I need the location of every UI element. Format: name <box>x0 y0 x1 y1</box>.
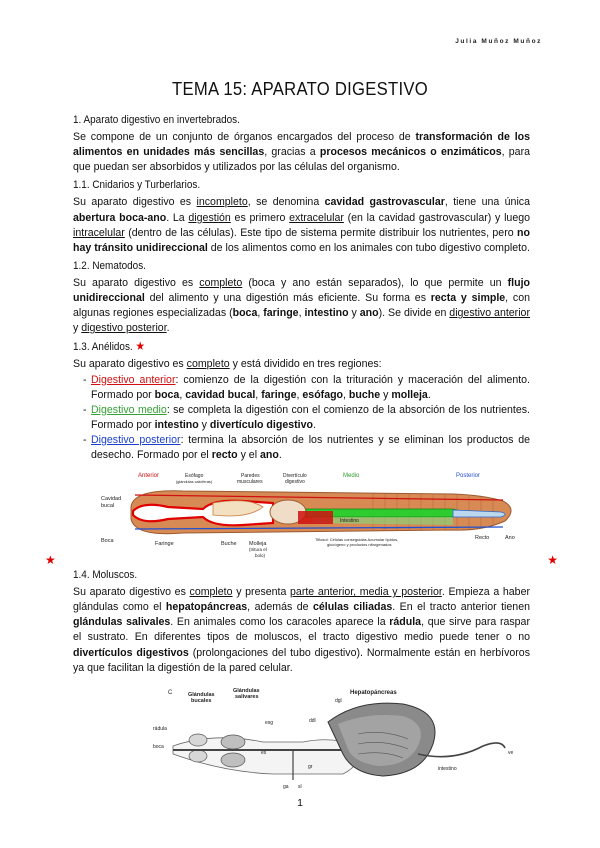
label-tiflosol: Tiflosol: Células conseguidas Acumular lípidos, <box>315 537 399 543</box>
label-posterior: Posterior <box>456 473 481 480</box>
star-icon: ★ <box>547 553 558 568</box>
annelid-digestive-diagram <box>45 467 558 568</box>
label-sl: sl <box>298 783 302 790</box>
label-radula: rádula <box>153 725 167 732</box>
mollusc-digestive-diagram <box>73 684 530 792</box>
label-salivares: salivares <box>235 693 259 700</box>
label-faringe: Faringe <box>155 541 174 548</box>
section-1-paragraph: Se compone de un conjunto de órganos encargados del proceso de transformación de los alimentos en unidades más sencillas, gracias a procesos mecánicos o enzimáticos, para que puedan ser absorbidos y utilizados por las células del organismo. <box>73 131 530 174</box>
label-tiflosol-2: glucógeno y productos nitrogenados <box>327 542 392 548</box>
label-es: es <box>261 749 267 756</box>
label-gr: gr <box>308 763 313 770</box>
label-cavidad: Cavidad <box>101 496 122 503</box>
label-boca: boca <box>153 743 164 750</box>
label-glandulas: Glándulas <box>188 691 215 698</box>
label-medio: Medio <box>343 473 360 480</box>
section-heading-1-4: 1.4. Moluscos. <box>73 569 138 582</box>
label-digestivo: digestivo <box>285 479 305 486</box>
label-bucal: bucal <box>101 503 115 510</box>
label-molleja-note: (tritura el <box>249 547 267 553</box>
label-ddl: ddl <box>309 717 316 724</box>
label-paredes: Paredes <box>241 473 260 480</box>
label-buche: Buche <box>221 541 237 548</box>
page-title: TEMA 15: APARATO DIGESTIVO <box>172 78 428 99</box>
page-number: 1 <box>297 797 303 809</box>
section-1-3-intro: Su aparato digestivo es completo y está dividido en tres regiones: <box>73 358 382 371</box>
document-body <box>45 110 558 792</box>
label-recto: Recto <box>475 535 490 542</box>
label-ve: ve <box>508 749 514 756</box>
region-list <box>83 373 530 464</box>
label-bucales: bucales <box>191 697 212 704</box>
star-icon: ★ <box>45 553 56 568</box>
label-anterior: Anterior <box>138 473 160 480</box>
label-glandulas-calciferas: (glándulas calcíferas) <box>176 480 213 485</box>
section-heading-1-3: 1.3. Anélidos. ★ <box>73 339 145 354</box>
author-header: Julia Muñoz Muñoz <box>455 38 542 45</box>
label-c: C <box>168 689 173 696</box>
label-molleja-note-2: bolo) <box>255 553 266 559</box>
section-1-4-paragraph: Su aparato digestivo es completo y presenta parte anterior, media y posterior. Empieza a haber glándulas como el hepatopáncreas, además de células ciliadas. En el tracto anterior tienen glándulas salivales. En animales como los caracoles aparece la rádula, que sirve para raspar el sustrato. En diferentes tipos de moluscos, el tracto digestivo medio puede tener o no divertículos digestivos (prolongaciones del tubo digestivo). Normalmente están en herbívoros ya que facilitan la digestión de la pared celular. <box>73 586 530 674</box>
list-item: - Digestivo medio: se completa la digestión con el comienzo de la absorción de los nutrientes. Formado por intestino y divertículo digestivo. <box>83 403 530 433</box>
section-heading-1: 1. Aparato digestivo en invertebrados. <box>73 114 240 126</box>
label-esg: esg <box>265 719 274 726</box>
section-heading-1-1: 1.1. Cnidarios y Turberlarios. <box>73 179 201 192</box>
list-item: - Digestivo anterior: comienzo de la digestión con la trituración y maceración del alimento. Formado por boca, cavidad bucal, faringe, esófago, buche y molleja. <box>83 373 530 403</box>
label-hepatopancreas: Hepatopáncreas <box>350 689 397 696</box>
section-1-1-paragraph: Su aparato digestivo es incompleto, se denomina cavidad gastrovascular, tiene una única abertura boca-ano. La digestión es primero extracelular (en la cavidad gastrovascular) y luego intracelular (dentro de las células). Este tipo de sistema permite distribuir los nutrientes, pero no hay tránsito unidireccional de los alimentos como en los animales con tubo digestivo completo. <box>73 196 530 254</box>
section-heading-1-2: 1.2. Nematodos. <box>73 259 146 272</box>
label-ano: Ano <box>505 535 515 542</box>
star-icon: ★ <box>135 339 145 354</box>
label-intestino: Intestino <box>340 518 359 525</box>
label-glandulas-2: Glándulas <box>233 687 260 694</box>
label-musculares: musculares <box>237 479 263 486</box>
label-dgl: dgl <box>335 697 342 704</box>
label-esofago: Esófago <box>185 473 204 480</box>
label-ga: ga <box>283 783 289 790</box>
label-boca: Boca <box>101 538 114 545</box>
label-diverticulo: Divertículo <box>283 473 307 480</box>
section-1-2-paragraph: Su aparato digestivo es completo (boca y ano están separados), lo que permite un flujo unidireccional del alimento y una digestión más eficiente. Su forma es recta y simple, con algunas regiones especializadas (boca, faringe, intestino y ano). Se divide en digestivo anterior y digestivo posterior. <box>73 276 530 335</box>
label-intestino: intestino <box>438 765 457 772</box>
label-molleja: Molleja <box>249 541 267 548</box>
list-item: - Digestivo posterior: termina la absorción de los nutrientes y se eliminan los productos de desecho. Formado por el recto y el ano. <box>83 433 530 463</box>
